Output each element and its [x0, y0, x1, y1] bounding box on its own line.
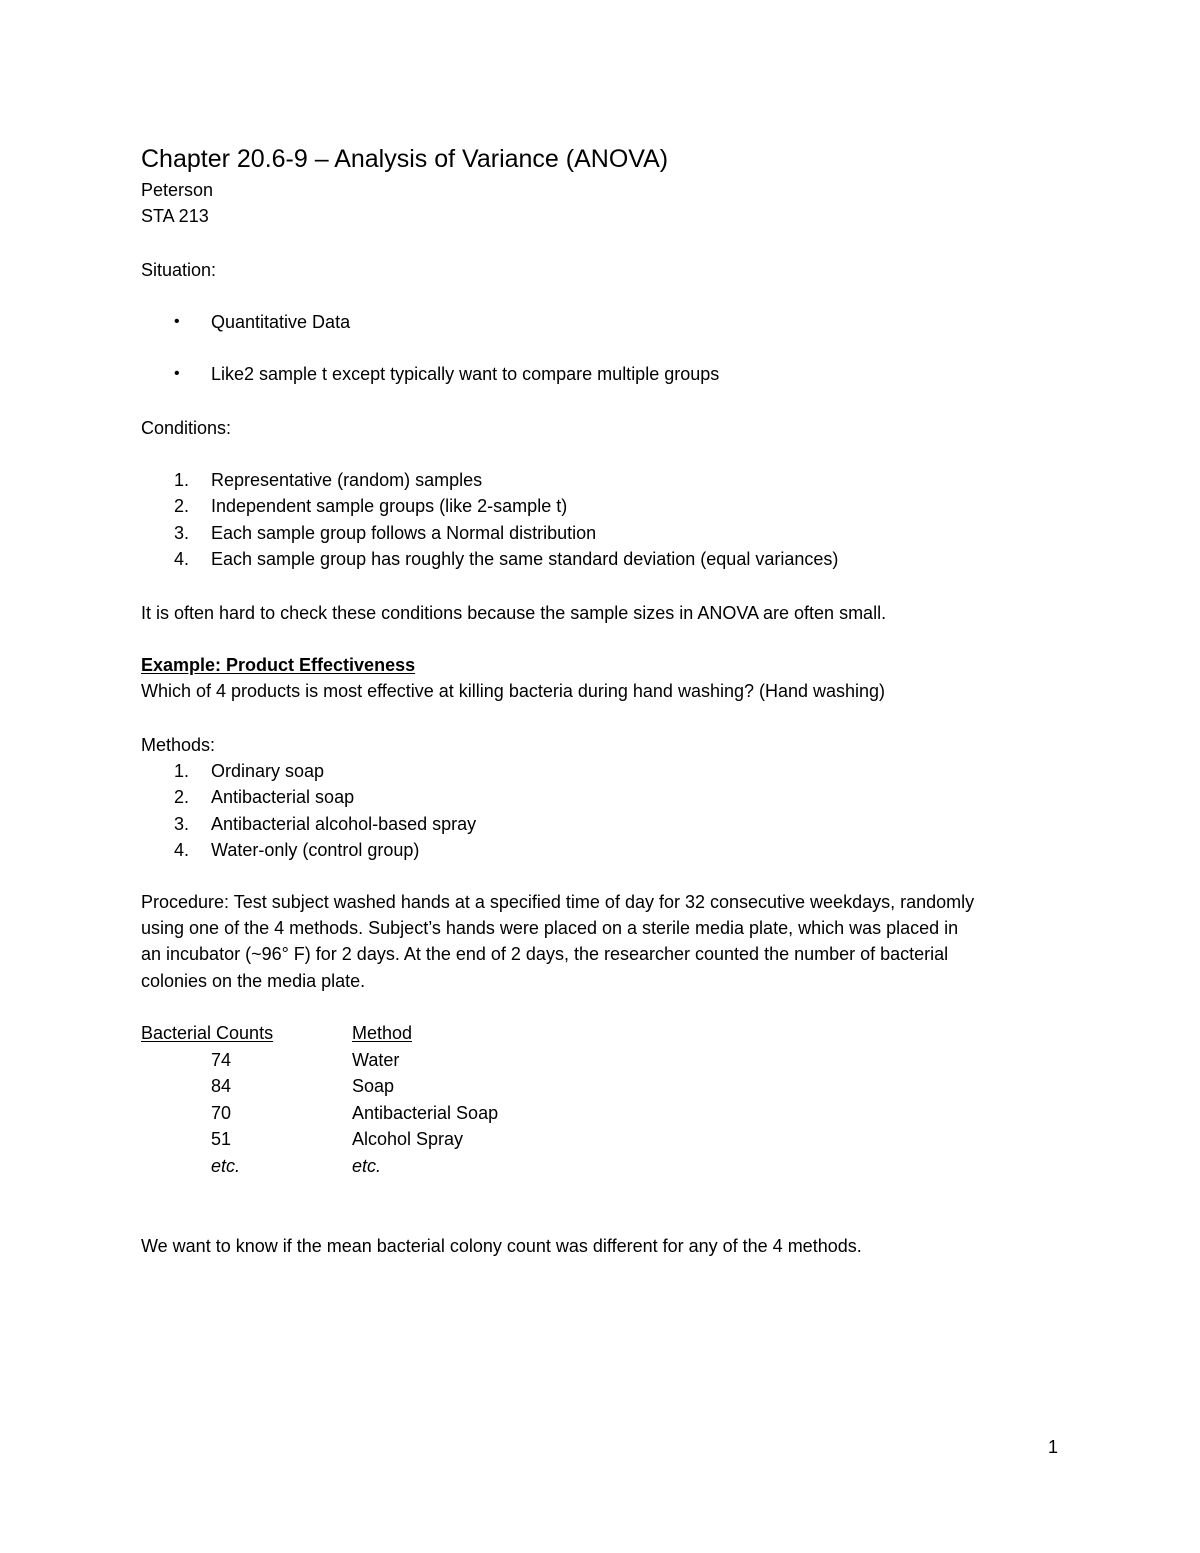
- method-item: Antibacterial alcohol-based spray: [211, 814, 477, 834]
- situation-item: Quantitative Data: [211, 312, 351, 332]
- table-cell-method: Soap: [352, 1076, 395, 1096]
- situation-item: Like2 sample t except typically want to compare multiple groups: [211, 364, 720, 384]
- table-cell-count: 74: [211, 1050, 232, 1070]
- page-number: 1: [1048, 1437, 1059, 1457]
- table-header-method: Method: [352, 1023, 413, 1043]
- conditions-heading: Conditions:: [141, 418, 232, 438]
- course-code: STA 213: [141, 206, 209, 226]
- conclusion-text: We want to know if the mean bacterial colony count was different for any of the 4 methods.: [141, 1236, 862, 1256]
- bullet-icon: •: [174, 313, 180, 330]
- example-question: Which of 4 products is most effective at killing bacteria during hand washing? (Hand washing): [141, 681, 886, 701]
- document-title: Chapter 20.6-9 – Analysis of Variance (ANOVA): [141, 145, 669, 173]
- condition-item: Independent sample groups (like 2-sample t): [211, 496, 568, 516]
- procedure-line: Procedure: Test subject washed hands at a specified time of day for 32 consecutive weekdays, randomly: [141, 892, 975, 912]
- condition-number: 3.: [174, 523, 190, 543]
- method-item: Water-only (control group): [211, 840, 420, 860]
- condition-number: 4.: [174, 549, 190, 569]
- author-name: Peterson: [141, 180, 214, 200]
- method-item: Antibacterial soap: [211, 787, 355, 807]
- condition-number: 1.: [174, 470, 190, 490]
- table-cell-method: Alcohol Spray: [352, 1129, 464, 1149]
- method-item: Ordinary soap: [211, 761, 325, 781]
- procedure-line: using one of the 4 methods. Subject’s hands were placed on a sterile media plate, which was placed in: [141, 918, 959, 938]
- table-cell-count: 51: [211, 1129, 232, 1149]
- example-heading: Example: Product Effectiveness: [141, 655, 416, 675]
- table-cell-count: 84: [211, 1076, 232, 1096]
- method-number: 2.: [174, 787, 190, 807]
- method-number: 1.: [174, 761, 190, 781]
- procedure-line: an incubator (~96° F) for 2 days. At the end of 2 days, the researcher counted the number of bacterial: [141, 944, 949, 964]
- table-header-counts: Bacterial Counts: [141, 1023, 274, 1043]
- method-number: 4.: [174, 840, 190, 860]
- table-cell-etc: etc.: [211, 1156, 241, 1176]
- methods-heading: Methods:: [141, 735, 216, 755]
- method-number: 3.: [174, 814, 190, 834]
- condition-item: Each sample group has roughly the same standard deviation (equal variances): [211, 549, 839, 569]
- bullet-icon: •: [174, 365, 180, 382]
- condition-item: Each sample group follows a Normal distribution: [211, 523, 597, 543]
- table-cell-method: Water: [352, 1050, 400, 1070]
- condition-number: 2.: [174, 496, 190, 516]
- situation-heading: Situation:: [141, 260, 217, 280]
- condition-item: Representative (random) samples: [211, 470, 483, 490]
- procedure-line: colonies on the media plate.: [141, 971, 366, 991]
- conditions-note: It is often hard to check these conditions because the sample sizes in ANOVA are often small.: [141, 603, 887, 623]
- table-cell-method: Antibacterial Soap: [352, 1103, 499, 1123]
- table-cell-count: 70: [211, 1103, 232, 1123]
- table-cell-etc: etc.: [352, 1156, 382, 1176]
